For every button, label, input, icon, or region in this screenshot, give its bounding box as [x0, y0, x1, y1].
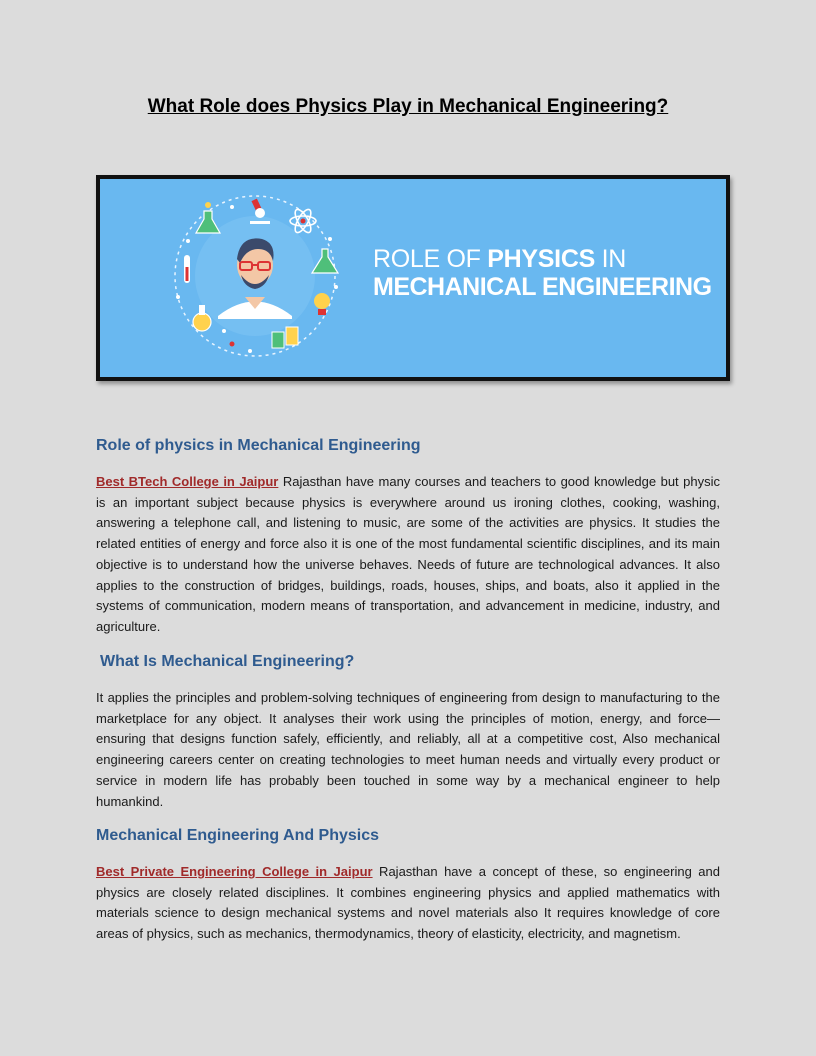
section-body-mechanical-and-physics: Best Private Engineering College in Jaipur Rajasthan have a concept of these, so engineering and physics are closely related disciplines. It combines engineering physics and applied mathematics with materials science to design mechanical systems and novel materials also It requires knowledge of core areas of physics, such as mechanics, thermodynamics, theory of elasticity, electricity, and magnetism.	[96, 864, 720, 942]
banner-image	[96, 175, 730, 381]
lightbulb-icon	[314, 293, 330, 315]
section-body-role-of-physics: Best BTech College in Jaipur Rajasthan have many courses and teachers to good knowledge but physic is an important subject because physics is everywhere around us ironing clothes, cooking, washing, answering a telephone call, and listening to music, are some of the activities are physics. It studies the related entities of energy and force also it is one of the most fundamental scientific disciplines, and its main objective is to understand how the universe behaves. Needs of future are technological advances. It also applies to the construction of bridges, buildings, roads, houses, ships, and boats, also it applied in the systems of communication, modern means of transportation, and advancement in medicine, industry, and agriculture.	[96, 474, 720, 634]
banner-heading-line1: ROLE OF PHYSICS IN	[373, 245, 626, 273]
section-body-what-is-mechanical: It applies the principles and problem-solving techniques of engineering from design to manufacturing to the marketplace for any object. It analyses their work using the principles of motion, energy, and force—ensuring that designs function safely, efficiently, and reliably, all at a competitive cost, Also mechanical engineering careers center on creating technologies to meet human needs and virtually every product or service in modern life has probably been touched in some way by a mechanical engineer to help humankind.	[96, 690, 720, 809]
section-heading-role-of-physics: Role of physics in Mechanical Engineering	[96, 437, 421, 454]
thermometer-icon	[184, 255, 190, 283]
best-private-engineering-college-link[interactable]: Best Private Engineering College in Jaipur	[96, 864, 373, 879]
erlenmeyer-flask-icon	[312, 249, 338, 273]
best-btech-college-link[interactable]: Best BTech College in Jaipur	[96, 474, 279, 489]
banner-heading-line2: MECHANICAL ENGINEERING	[373, 273, 712, 301]
section-heading-mechanical-and-physics: Mechanical Engineering And Physics	[96, 827, 380, 844]
section-heading-what-is-mechanical: What Is Mechanical Engineering?	[100, 653, 355, 670]
page-title: What Role does Physics Play in Mechanical Engineering?	[147, 96, 669, 117]
